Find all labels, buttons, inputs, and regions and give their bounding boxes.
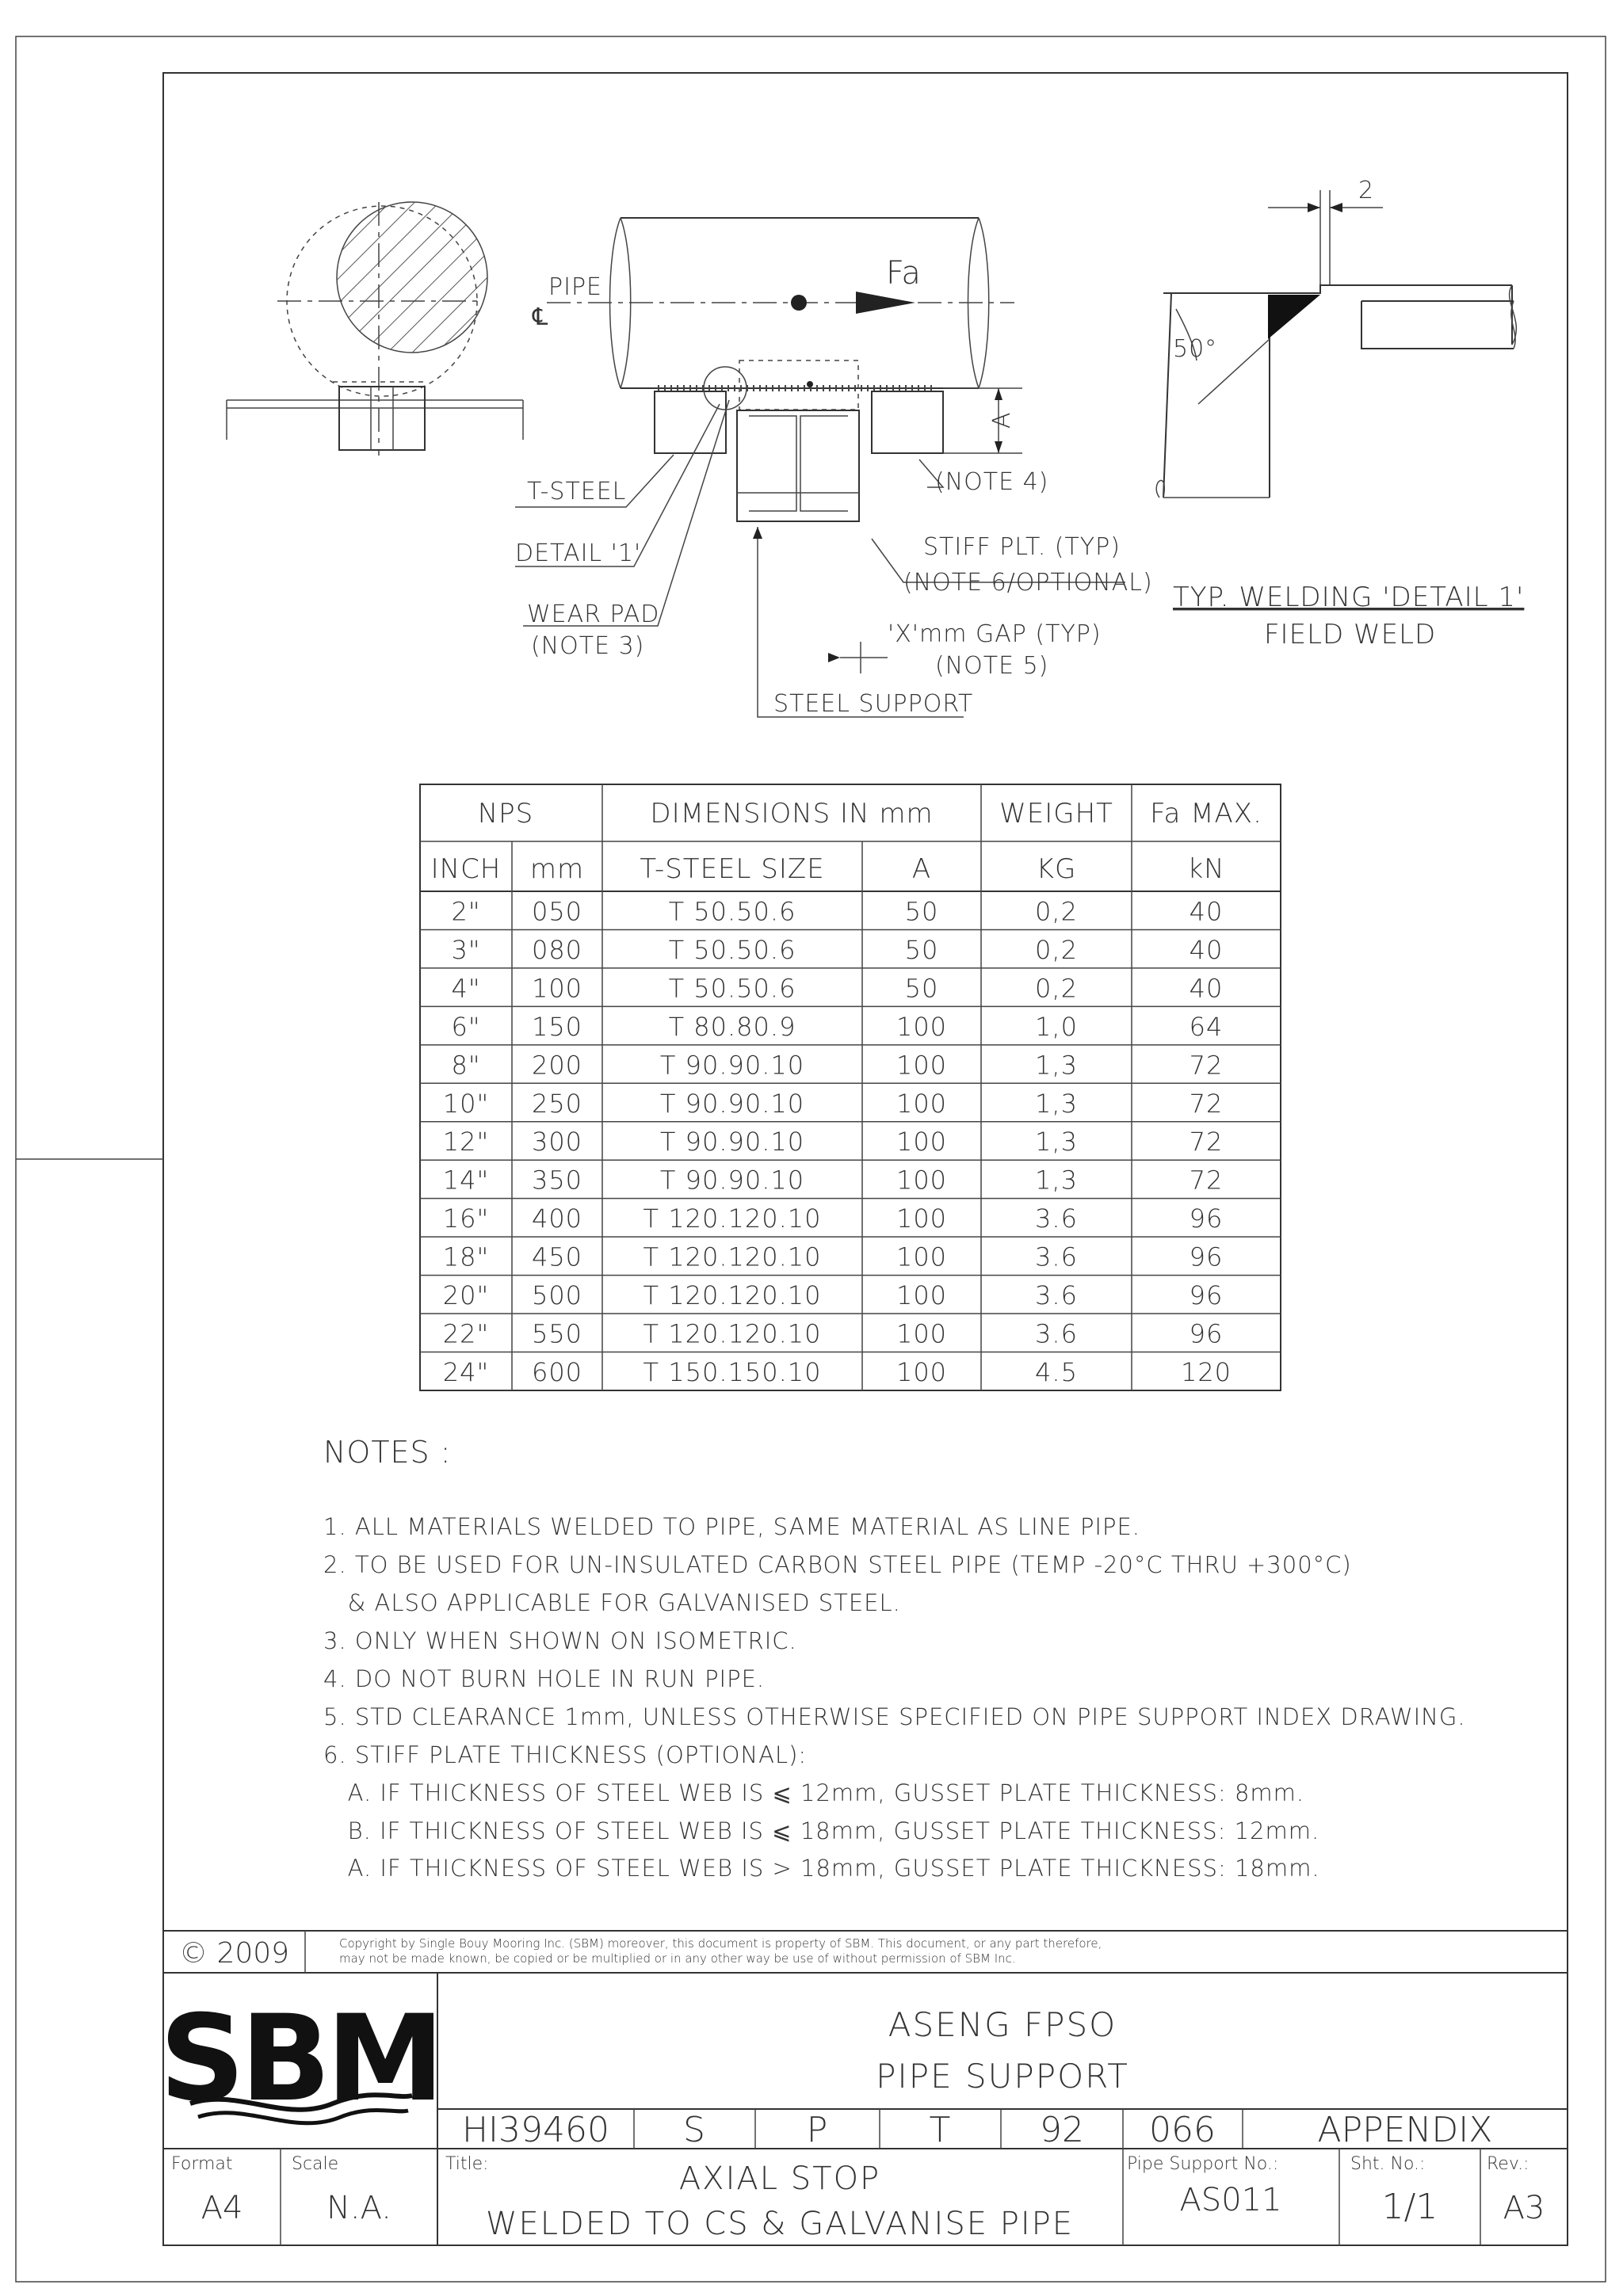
sheet-label: Sht. No.: [1350,2154,1426,2174]
force-label: Fa [886,255,921,292]
table-cell-mm: 400 [531,1203,583,1234]
format-label: Format [171,2154,233,2174]
table-cell-weight-kg: 3.6 [1035,1241,1078,1272]
sbm-logo [159,1990,440,2128]
table-cell-a: 100 [896,1280,948,1311]
subheader-inch: INCH [430,853,502,885]
table-cell-tsteel-size: T 90.90.10 [659,1165,805,1196]
table-cell-weight-kg: 4.5 [1035,1356,1078,1387]
subheader-a: A [911,853,932,885]
table-cell-a: 100 [896,1165,948,1196]
table-cell-tsteel-size: T 120.120.10 [643,1280,822,1311]
table-cell-fa-max-kn: 40 [1189,973,1224,1004]
label-gap: 'X'mm GAP (TYP) [888,620,1102,648]
project-name: ASENG FPSO [888,2005,1117,2044]
label-steel-support: STEEL SUPPORT [773,690,974,718]
weld-detail-view [1156,177,1524,650]
notes-heading: NOTES : [323,1435,452,1470]
label-detail-1: DETAIL '1' [515,540,642,567]
pipe-section-view [227,202,523,456]
dim-2-label: 2 [1358,177,1375,204]
table-cell-inch: 2" [451,896,481,927]
scale-label: Scale [292,2154,339,2174]
table-cell-fa-max-kn: 120 [1180,1356,1232,1387]
table-cell-tsteel-size: T 120.120.10 [643,1203,822,1234]
format-value: A4 [200,2190,243,2226]
table-cell-inch: 10" [442,1088,490,1119]
table-cell-inch: 22" [442,1318,490,1349]
code-appendix: APPENDIX [1317,2110,1493,2150]
table-cell-fa-max-kn: 40 [1189,934,1224,965]
table-cell-inch: 6" [451,1011,481,1042]
table-cell-a: 100 [896,1203,948,1234]
table-cell-inch: 3" [451,934,481,965]
code-066: 066 [1149,2110,1216,2150]
table-cell-mm: 200 [531,1050,583,1081]
table-cell-tsteel-size: T 120.120.10 [643,1241,822,1272]
scale-value: N.A. [326,2190,392,2226]
code-hi39460: HI39460 [461,2110,610,2150]
table-cell-inch: 12" [442,1127,490,1158]
header-weight: WEIGHT [999,798,1113,830]
table-cell-mm: 450 [531,1241,583,1272]
table-cell-weight-kg: 0,2 [1035,973,1078,1004]
table-cell-a: 100 [896,1050,948,1081]
table-cell-fa-max-kn: 72 [1189,1088,1224,1119]
table-cell-weight-kg: 1,3 [1035,1088,1078,1119]
code-92: 92 [1040,2110,1084,2150]
table-cell-fa-max-kn: 96 [1189,1318,1224,1349]
header-fa-max: Fa MAX. [1150,798,1262,830]
table-cell-inch: 24" [442,1356,490,1387]
table-cell-fa-max-kn: 72 [1189,1127,1224,1158]
note-line: 4. DO NOT BURN HOLE IN RUN PIPE. [323,1665,766,1692]
table-cell-inch: 8" [451,1050,481,1081]
table-cell-fa-max-kn: 96 [1189,1203,1224,1234]
note-line: A. IF THICKNESS OF STEEL WEB IS > 18mm, GUSSET PLATE THICKNESS: 18mm. [323,1855,1320,1882]
note-line: 5. STD CLEARANCE 1mm, UNLESS OTHERWISE SPECIFIED ON PIPE SUPPORT INDEX DRAWING. [323,1703,1466,1730]
table-cell-a: 50 [904,973,939,1004]
table-cell-fa-max-kn: 96 [1189,1280,1224,1311]
table-cell-mm: 100 [531,973,583,1004]
pipe-elevation-view [515,218,1153,718]
note-line: A. IF THICKNESS OF STEEL WEB IS ⩽ 12mm, GUSSET PLATE THICKNESS: 8mm. [323,1779,1305,1806]
weld-detail-title: TYP. WELDING 'DETAIL 1' [1173,582,1525,613]
note-line: & ALSO APPLICABLE FOR GALVANISED STEEL. [323,1589,901,1616]
inner-border [163,73,1568,2245]
table-cell-mm: 080 [531,934,583,965]
table-cell-inch: 16" [442,1203,490,1234]
table-cell-mm: 500 [531,1280,583,1311]
header-dimensions: DIMENSIONS IN mm [650,798,934,830]
label-note-6: (NOTE 6/OPTIONAL) [903,569,1153,597]
table-cell-tsteel-size: T 150.150.10 [643,1356,822,1387]
table-cell-weight-kg: 1,3 [1035,1050,1078,1081]
svg-text:℄: ℄ [533,303,549,331]
copyright-line-2: may not be made known, be copied or be multiplied or in any other way be use of without permission of SBM Inc. [339,1951,1016,1966]
label-note-5: (NOTE 5) [935,652,1049,680]
table-cell-fa-max-kn: 72 [1189,1165,1224,1196]
table-cell-a: 100 [896,1127,948,1158]
weld-detail-subtitle: FIELD WELD [1264,619,1437,650]
label-note-4: (NOTE 4) [935,468,1049,496]
subheader-mm: mm [529,853,585,885]
table-cell-tsteel-size: T 80.80.9 [668,1011,796,1042]
table-cell-weight-kg: 0,2 [1035,896,1078,927]
subheader-tsteel-size: T-STEEL SIZE [640,853,825,885]
table-cell-mm: 550 [531,1318,583,1349]
copyright-line-1: Copyright by Single Bouy Mooring Inc. (SBM) moreover, this document is property of SBM. This document, or any part therefore, [339,1936,1102,1951]
table-cell-fa-max-kn: 64 [1189,1011,1224,1042]
notes-list [323,1513,1466,1882]
table-cell-fa-max-kn: 40 [1189,896,1224,927]
subheader-kg: KG [1036,853,1077,885]
title-line-2: WELDED TO CS & GALVANISE PIPE [485,2206,1075,2242]
pipe-label: PIPE [548,273,602,301]
code-p: P [806,2110,828,2150]
table-cell-inch: 4" [451,973,481,1004]
note-line: 2. TO BE USED FOR UN-INSULATED CARBON STEEL PIPE (TEMP -20°C THRU +300°C) [323,1551,1352,1578]
drawing-subject: PIPE SUPPORT [876,2057,1129,2096]
label-stiff-plate: STIFF PLT. (TYP) [923,533,1121,561]
table-cell-a: 50 [904,934,939,965]
table-cell-a: 100 [896,1318,948,1349]
table-cell-weight-kg: 3.6 [1035,1203,1078,1234]
table-cell-inch: 18" [442,1241,490,1272]
table-cell-a: 50 [904,896,939,927]
table-cell-weight-kg: 1,0 [1035,1011,1078,1042]
table-cell-a: 100 [896,1088,948,1119]
copyright-year: © 2009 [179,1937,290,1970]
table-cell-weight-kg: 3.6 [1035,1280,1078,1311]
table-cell-weight-kg: 1,3 [1035,1165,1078,1196]
svg-text:SBM: SBM [159,1990,440,2128]
table-cell-tsteel-size: T 90.90.10 [659,1127,805,1158]
note-line: B. IF THICKNESS OF STEEL WEB IS ⩽ 18mm, GUSSET PLATE THICKNESS: 12mm. [323,1817,1320,1844]
dim-a-label: A [988,411,1016,429]
label-wear-pad: WEAR PAD [527,601,660,628]
table-cell-weight-kg: 3.6 [1035,1318,1078,1349]
subheader-kn: kN [1187,853,1225,885]
table-cell-mm: 250 [531,1088,583,1119]
table-cell-tsteel-size: T 50.50.6 [668,896,796,927]
table-cell-a: 100 [896,1356,948,1387]
title-line-1: AXIAL STOP [678,2161,881,2197]
table-cell-mm: 300 [531,1127,583,1158]
table-cell-fa-max-kn: 96 [1189,1241,1224,1272]
weld-angle-label: 50° [1173,335,1218,363]
table-cell-mm: 600 [531,1356,583,1387]
table-cell-mm: 150 [531,1011,583,1042]
table-cell-fa-max-kn: 72 [1189,1050,1224,1081]
table-cell-mm: 050 [531,896,583,927]
table-cell-a: 100 [896,1241,948,1272]
note-line: 6. STIFF PLATE THICKNESS (OPTIONAL): [323,1741,808,1768]
pipe-support-value: AS011 [1179,2182,1282,2218]
table-cell-weight-kg: 0,2 [1035,934,1078,965]
table-cell-weight-kg: 1,3 [1035,1127,1078,1158]
note-line: 3. ONLY WHEN SHOWN ON ISOMETRIC. [323,1627,797,1654]
table-cell-tsteel-size: T 90.90.10 [659,1088,805,1119]
table-cell-inch: 20" [442,1280,490,1311]
table-cell-tsteel-size: T 120.120.10 [643,1318,822,1349]
code-t: T [929,2110,951,2150]
table-cell-tsteel-size: T 50.50.6 [668,973,796,1004]
table-cell-tsteel-size: T 50.50.6 [668,934,796,965]
code-s: S [683,2110,705,2150]
rev-label: Rev.: [1487,2154,1529,2174]
table-cell-mm: 350 [531,1165,583,1196]
table-cell-a: 100 [896,1011,948,1042]
table-cell-inch: 14" [442,1165,490,1196]
label-note-3: (NOTE 3) [531,632,645,660]
pipe-support-label: Pipe Support No.: [1127,2154,1279,2174]
header-nps: NPS [477,798,534,830]
sheet-value: 1/1 [1381,2187,1438,2227]
note-line: 1. ALL MATERIALS WELDED TO PIPE, SAME MATERIAL AS LINE PIPE. [323,1513,1141,1540]
label-t-steel: T-STEEL [527,478,627,505]
title-label: Title: [445,2154,489,2174]
rev-value: A3 [1503,2190,1545,2226]
table-cell-tsteel-size: T 90.90.10 [659,1050,805,1081]
